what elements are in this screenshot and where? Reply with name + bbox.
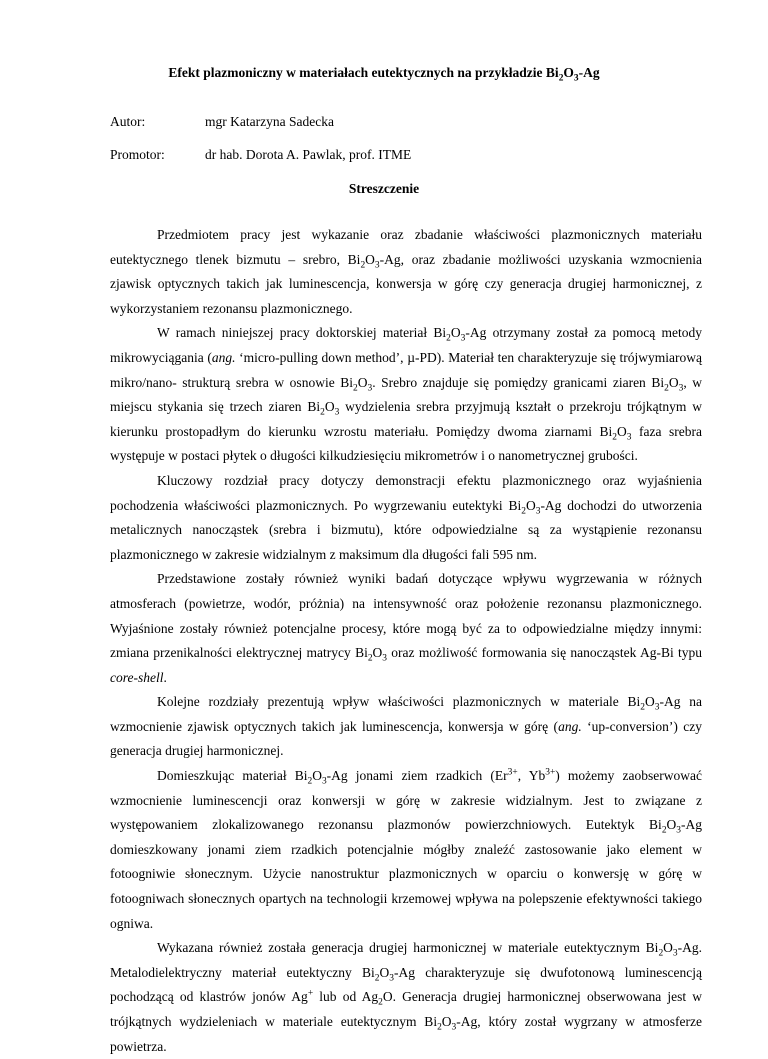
paragraph-4: Przedstawione zostały również wyniki badań dotyczące wpływu wygrzewania w różnych atmosferach (powietrze, wodór, próżnia) na intensywność oraz położenie rezonansu plazmonicznego. Wyjaśnione zostały również potencjalne procesy, które mogą być za to odpowiedzialne między innymi: zmiana przenikalności elektrycznej matrycy $Bi_2O_3$ oraz możliwość formowania się nanocząstek Ag-Bi typu core-shell. (110, 571, 702, 685)
paragraph-5: Kolejne rozdziały prezentują wpływ właściwości plazmonicznych w materiale $Bi_2O_3-Ag$ na wzmocnienie zjawisk optycznych takich jak luminescencja, konwersja w górę (ang. ‘up-conversion’) czy generacja drugiej harmonicznej. (110, 694, 702, 759)
promoter-label: Promotor: (110, 147, 165, 162)
author-value: mgr Katarzyna Sadecka (205, 114, 334, 129)
paragraph-1: Przedmiotem pracy jest wykazanie oraz zbadanie właściwości plazmonicznych materiału eutektycznego tlenek bizmutu – srebro, $Bi_2O_3-Ag$, oraz zbadanie możliwości uzyskania wzmocnienia zjawisk optycznych takich jak luminescencja, konwersja w górę czy generacja drugiej harmonicznej, z wykorzystaniem rezonansu plazmonicznego. (110, 227, 702, 316)
paragraph-7: Wykazana również została generacja drugiej harmonicznej w materiale eutektycznym $Bi_2O_3-Ag$. Metalodielektryczny materiał eutektyczny $Bi_2O_3-Ag$ charakteryzuje się dwufotonową luminescencją pochodzącą od klastrów jonów Ag+ lub od $Ag_2O$. Generacja drugiej harmonicznej obserwowana jest w trójkątnych wydzieleniach w materiale eutektycznym $Bi_2O_3-Ag$, który został wygrzany w atmosferze powietrza. (110, 940, 703, 1054)
promoter-row (110, 146, 411, 164)
paragraph-2: W ramach niniejszej pracy doktorskiej materiał $Bi_2O_3-Ag$ otrzymany został za pomocą metody mikrowyciągania (ang. ‘micro-pulling down method’, µ-PD). Materiał ten charakteryzuje się trójwymiarową mikro/nano- strukturą srebra w osnowie $Bi_2O_3$. Srebro znajduje się pomiędzy granicami ziaren $Bi_2O_3$, w miejscu stykania się trzech ziaren $Bi_2O_3$ wydzielenia srebra przyjmują kształt o przekroju trójkątnym w kierunku prostopadłym do kierunku wzrostu materiału. Pomiędzy dwoma ziarnami $Bi_2O_3$ faza srebra występuje w postaci płytek o długości kilkudziesięciu mikrometrów i o nanometrycznej grubości. (110, 325, 703, 464)
section-heading: Streszczenie (348, 181, 420, 196)
author-label: Autor: (110, 114, 146, 129)
document-title: Efekt plazmoniczny w materiałach eutektycznych na przykładzie $Bi_2O_3-Ag$ (168, 65, 600, 84)
author-row (110, 113, 334, 131)
paragraph-3: Kluczowy rozdział pracy dotyczy demonstracji efektu plazmonicznego oraz wyjaśnienia pochodzenia właściwości plazmonicznych. Po wygrzewaniu eutektyki $Bi_2O_3-Ag$ dochodzi do utworzenia metalicznych nanocząstek (srebra i bizmutu), które odpowiedzialne są za wystąpienie rezonansu plazmonicznego w zakresie widzialnym z maksimum dla długości fali 595 nm. (110, 472, 703, 562)
paragraph-6: Domieszkując materiał $Bi_2O_3-Ag$ jonami ziem rzadkich ($Er^{3+}$, $Yb^{3+}$) możemy zaobserwować wzmocnienie luminescencji oraz konwersji w górę w zakresie widzialnym. Jest to związane z występowaniem zlokalizowanego rezonansu plazmonów powierzchniowych. Eutektyk $Bi_2O_3-Ag$ domieszkowany jonami ziem rzadkich potencjalnie mógłby znaleźć zastosowanie jako element w fotoogniwie słonecznym. Użycie nanostruktur plazmonicznych w oparciu o konwersję w górę w fotoogniwach słonecznych opartych na technologii krzemowej wpływa na polepszenie efektywności takiego ogniwa. (110, 767, 702, 931)
abstract-body (110, 223, 702, 1059)
promoter-value: dr hab. Dorota A. Pawlak, prof. ITME (205, 147, 412, 162)
